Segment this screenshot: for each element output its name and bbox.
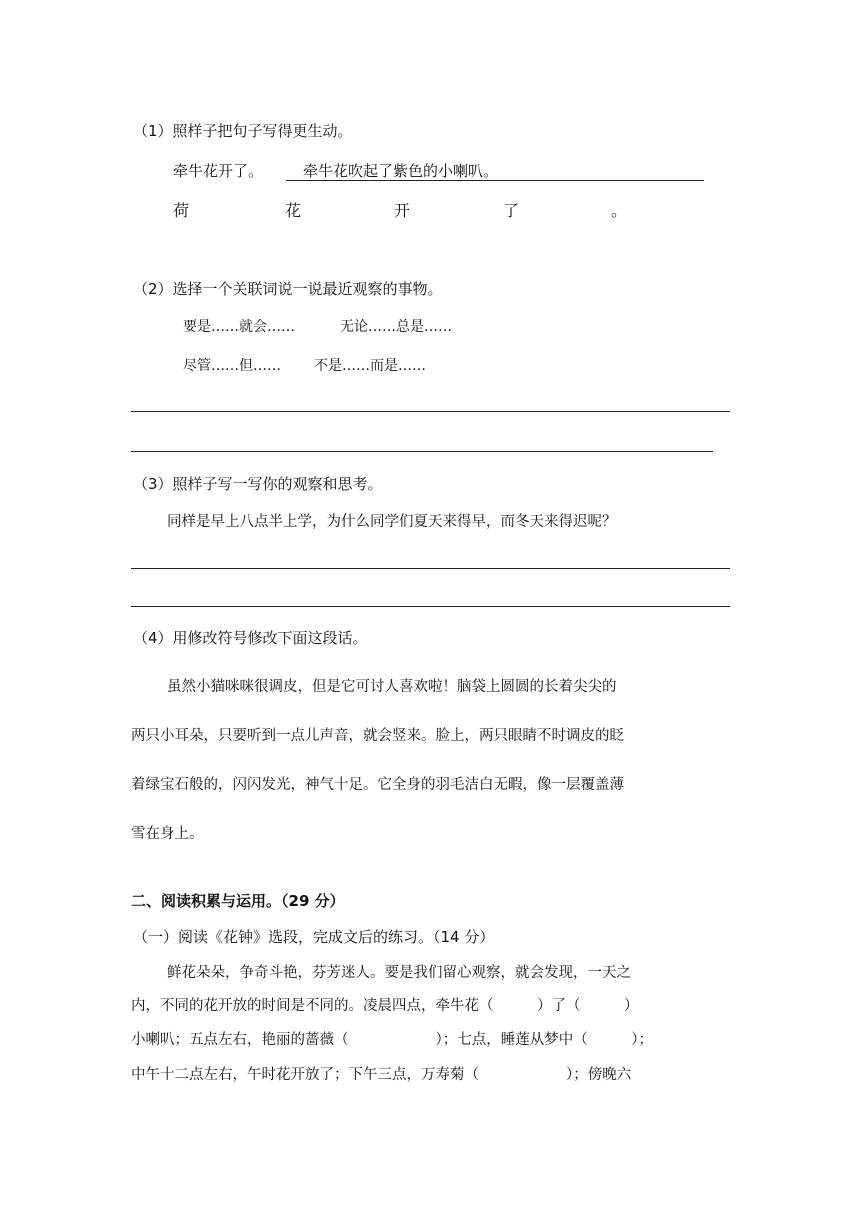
q4-paragraph-line-4: 雪在身上。 <box>131 826 204 842</box>
q1-answer-underline <box>286 180 704 181</box>
q1-prompt-char-5: 。 <box>611 201 628 220</box>
q2-option-4: 不是……而是…… <box>314 358 426 374</box>
q2-option-1: 要是……就会…… <box>183 319 295 335</box>
passage-line-4: 中午十二点左右，午时花开放了；下午三点，万寿菊（ ）；傍晚六 <box>131 1067 632 1083</box>
passage-line-3: 小喇叭；五点左右，艳丽的蔷薇（ ）；七点，睡莲从梦中（ ）； <box>131 1032 653 1048</box>
q1-example-answer: 牵牛花吹起了紫色的小喇叭。 <box>303 162 499 180</box>
section2-title: 二、阅读积累与运用。（29 分） <box>131 892 345 910</box>
q2-option-2: 无论……总是…… <box>340 319 452 335</box>
q3-answer-line-2 <box>131 606 730 607</box>
q1-prompt-char-1: 荷 <box>173 201 190 220</box>
q2-option-3: 尽管……但…… <box>183 358 281 374</box>
q1-prompt-char-3: 开 <box>394 201 411 220</box>
q4-paragraph-line-1: 虽然小猫咪咪很调皮，但是它可讨人喜欢啦！脑袋上圆圆的长着尖尖的 <box>167 679 617 695</box>
q2-heading: （2）选择一个关联词说一说最近观察的事物。 <box>133 280 443 298</box>
q1-heading: （1）照样子把句子写得更生动。 <box>133 122 353 140</box>
q1-example-label: 牵牛花开了。 <box>173 162 264 180</box>
q2-answer-line-1 <box>131 411 730 412</box>
q4-heading: （4）用修改符号修改下面这段话。 <box>133 629 368 647</box>
q3-example: 同样是早上八点半上学，为什么同学们夏天来得早，而冬天来得迟呢？ <box>167 514 617 530</box>
q1-prompt-char-2: 花 <box>285 201 302 220</box>
section2-sub-heading: （一）阅读《花钟》选段，完成文后的练习。（14 分） <box>133 928 495 946</box>
passage-line-2: 内，不同的花开放的时间是不同的。凌晨四点，牵牛花（ ）了（ ） <box>131 998 639 1014</box>
q4-paragraph-line-2: 两只小耳朵，只要听到一点儿声音，就会竖来。脸上，两只眼睛不时调皮的眨 <box>131 728 624 744</box>
q3-answer-line-1 <box>131 568 730 569</box>
q2-answer-line-2 <box>131 451 713 452</box>
passage-line-1: 鲜花朵朵，争奇斗艳，芬芳迷人。要是我们留心观察，就会发现，一天之 <box>167 965 631 981</box>
q4-paragraph-line-3: 着绿宝石般的，闪闪发光，神气十足。它全身的羽毛洁白无暇，像一层覆盖薄 <box>131 777 624 793</box>
q3-heading: （3）照样子写一写你的观察和思考。 <box>133 475 383 493</box>
q1-prompt-char-4: 了 <box>503 201 520 220</box>
